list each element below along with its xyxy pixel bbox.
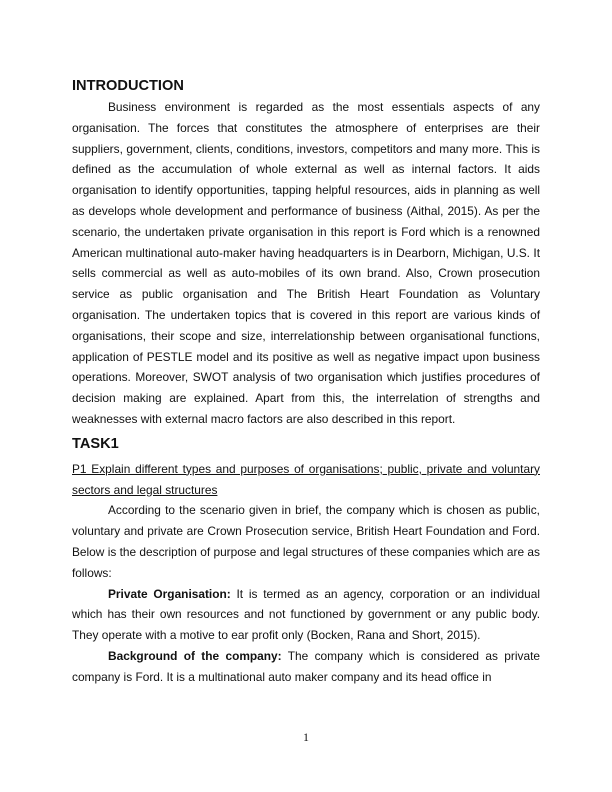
private-organisation-text: It is termed as an agency, corporation or an individual which has their own resources and not functioned by government or any public body. They operate with a motive to ear profit only (Bocken, Rana and Short, 2015).: [72, 586, 540, 643]
introduction-paragraph: Business environment is regarded as the most essentials aspects of any organisation. The forces that constitutes the atmosphere of enterprises are their suppliers, government, clients, conditions, investors, competitors and many more. This is defined as the accumulation of whole external as well as internal factors. It aids organisation to identify opportunities, tapping helpful resources, aids in planning as well as develops whole development and performance of business (Aithal, 2015). As per the scenario, the undertaken private organisation in this report is Ford which is a renowned American multinational auto-maker having headquarters is in Dearborn, Michigan, U.S. It sells commercial as well as auto-mobiles of its own brand. Also, Crown prosecution service as public organisation and The British Heart Foundation as Voluntary organisation. The undertaken topics that is covered in this report are various kinds of organisations, their scope and size, interrelationship between organisational functions, application of PESTLE model and its positive as well as negative impact upon business operations. Moreover, SWOT analysis of two organisation which justifies procedures of decision making are explained. Apart from this, the interrelation of strengths and weaknesses with external macro factors are also described in this report.: [72, 100, 540, 426]
background-paragraph: [72, 646, 540, 688]
page-content: [72, 76, 540, 688]
introduction-heading: INTRODUCTION: [72, 78, 184, 94]
private-organisation-label: Private Organisation:: [108, 586, 231, 601]
task1-subheading-line1: P1 Explain different types and purposes of organisations; public, private and voluntary: [72, 461, 540, 476]
task1-subheading: [72, 459, 540, 501]
page-number: 1: [303, 730, 309, 744]
background-label: Background of the company:: [108, 648, 282, 663]
task1-intro-paragraph: According to the scenario given in brief, the company which is chosen as public, voluntary and private are Crown Prosecution service, British Heart Foundation and Ford. Below is the description of purpose and legal structures of these companies which are as follows:: [72, 503, 540, 580]
task1-subheading-line2: sectors and legal structures: [72, 482, 218, 497]
private-organisation-paragraph: [72, 584, 540, 646]
background-text: The company which is considered as private company is Ford. It is a multinational auto maker company and its head office in: [72, 648, 540, 684]
task1-heading: TASK1: [72, 435, 119, 452]
